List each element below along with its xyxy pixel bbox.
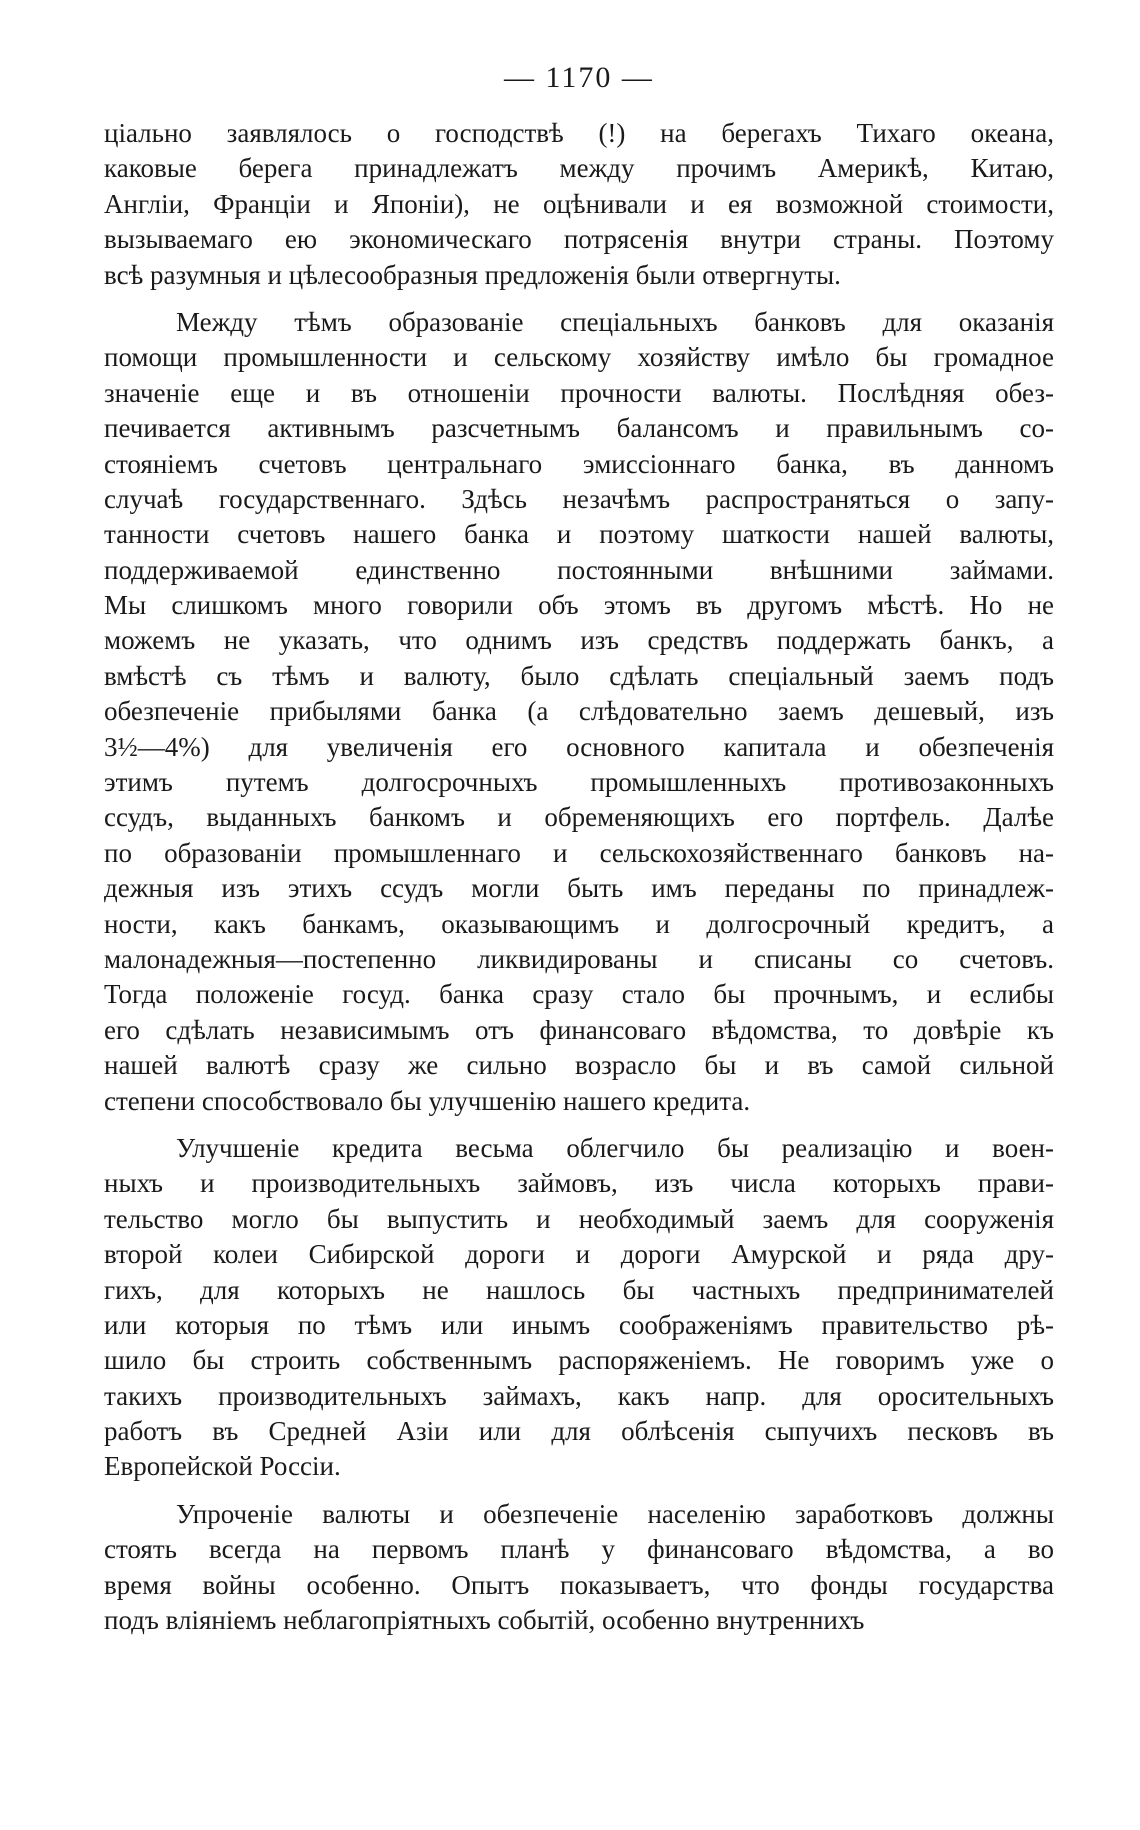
text-line: время войны особенно. Опытъ показываетъ, что фонды государства <box>104 1569 1054 1600</box>
text-line: Тогда положеніе госуд. банка сразу стало бы прочнымъ, и еслибы <box>104 979 1054 1010</box>
text-line: ныхъ и производительныхъ займовъ, изъ числа которыхъ прави- <box>104 1168 1054 1199</box>
paragraph <box>104 116 1054 293</box>
text-line: Мы слишкомъ много говорили объ этомъ въ другомъ мѣстѣ. Но не <box>104 590 1054 621</box>
page-number: — 1170 — <box>504 61 654 94</box>
text-line: второй колеи Сибирской дороги и дороги Амурской и ряда дру- <box>104 1239 1054 1270</box>
text-line: печивается активнымъ разсчетнымъ балансомъ и правильнымъ со- <box>104 413 1054 444</box>
text-line: малонадежныя—постепенно ликвидированы и списаны со счетовъ. <box>104 943 1054 974</box>
text-line: нашей валютѣ сразу же сильно возрасло бы и въ самой сильной <box>104 1050 1054 1081</box>
text-line: стояніемъ счетовъ центральнаго эмиссіоннаго банка, въ данномъ <box>104 448 1054 479</box>
text-line: подъ вліяніемъ неблагопріятныхъ событій, особенно внутреннихъ <box>104 1605 865 1636</box>
text-line: поддерживаемой единственно постоянными внѣшними займами. <box>104 554 1054 585</box>
text-line: обезпеченіе прибылями банка (а слѣдовательно заемъ дешевый, изъ <box>104 696 1054 727</box>
text-line: 3½—4%) для увеличенія его основного капитала и обезпеченія <box>104 731 1054 762</box>
text-line: по образованіи промышленнаго и сельскохозяйственнаго банковъ на- <box>104 837 1054 868</box>
text-line: степени способствовало бы улучшенію нашего кредита. <box>104 1085 751 1116</box>
text-line: стоять всегда на первомъ планѣ у финансоваго вѣдомства, а во <box>104 1534 1054 1565</box>
text-line: или которыя по тѣмъ или инымъ соображеніямъ правительство рѣ- <box>104 1309 1054 1340</box>
text-line: дежныя изъ этихъ ссудъ могли быть имъ переданы по принадлеж- <box>104 873 1054 904</box>
paragraph-gap <box>104 1119 1054 1131</box>
paragraph <box>104 1131 1054 1485</box>
text-line: Европейской Россіи. <box>104 1451 341 1482</box>
text-line: Англіи, Франціи и Японіи), не оцѣнивали и ея возможной стоимости, <box>104 188 1054 219</box>
text-line: всѣ разумныя и цѣлесообразныя предложенія были отвергнуты. <box>104 259 841 290</box>
document-page <box>104 58 1054 1638</box>
text-line: Улучшеніе кредита весьма облегчило бы реализацію и воен- <box>176 1132 1054 1163</box>
text-line: вмѣстѣ съ тѣмъ и валюту, было сдѣлать спеціальный заемъ подъ <box>104 660 1054 691</box>
paragraph-gap <box>104 293 1054 305</box>
text-line: его сдѣлать независимымъ отъ финансоваго вѣдомства, то довѣріе къ <box>104 1014 1054 1045</box>
paragraph <box>104 305 1054 1119</box>
text-line: Между тѣмъ образованіе спеціальныхъ банковъ для оказанія <box>176 306 1054 337</box>
text-line: Упроченіе валюты и обезпеченіе населенію заработковъ должны <box>176 1498 1054 1529</box>
text-line: помощи промышленности и сельскому хозяйству имѣло бы громадное <box>104 342 1054 373</box>
paragraph-gap <box>104 1485 1054 1497</box>
text-line: можемъ не указать, что однимъ изъ средствъ поддержать банкъ, а <box>104 625 1054 656</box>
text-line: такихъ производительныхъ займахъ, какъ напр. для оросительныхъ <box>104 1380 1054 1411</box>
text-line: танности счетовъ нашего банка и поэтому шаткости нашей валюты, <box>104 519 1054 550</box>
text-line: гихъ, для которыхъ не нашлось бы частныхъ предпринимателей <box>104 1274 1054 1305</box>
text-line: значеніе еще и въ отношеніи прочности валюты. Послѣдняя обез- <box>104 377 1054 408</box>
text-line: ности, какъ банкамъ, оказывающимъ и долгосрочный кредитъ, а <box>104 908 1054 939</box>
text-line: работъ въ Средней Азіи или для облѣсенія сыпучихъ песковъ въ <box>104 1416 1054 1447</box>
text-line: каковые берега принадлежатъ между прочимъ Америкѣ, Китаю, <box>104 153 1054 184</box>
text-line: случаѣ государственнаго. Здѣсь незачѣмъ распространяться о запу- <box>104 483 1054 514</box>
text-line: вызываемаго ею экономическаго потрясенія внутри страны. Поэтому <box>104 224 1054 255</box>
text-line: тельство могло бы выпустить и необходимый заемъ для сооруженія <box>104 1203 1054 1234</box>
paragraph <box>104 1497 1054 1639</box>
text-line: ціально заявлялось о господствѣ (!) на берегахъ Тихаго океана, <box>104 118 1054 148</box>
text-line: ссудъ, выданныхъ банкомъ и обременяющихъ его портфель. Далѣе <box>104 802 1054 833</box>
text-line: шило бы строить собственнымъ распоряженіемъ. Не говоримъ уже о <box>104 1345 1054 1376</box>
text-line: этимъ путемъ долгосрочныхъ промышленныхъ противозаконныхъ <box>104 767 1054 798</box>
text-body <box>104 116 1054 1638</box>
